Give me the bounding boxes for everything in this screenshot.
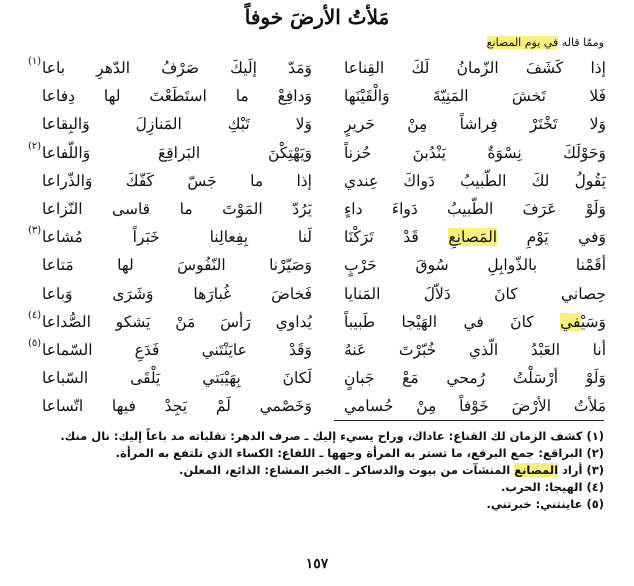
page-number: ١٥٧ — [305, 556, 329, 572]
footnote-marker: (٤) — [28, 309, 42, 321]
verse-row — [0, 195, 634, 223]
verse-row — [0, 336, 634, 364]
search-highlight: في — [560, 312, 581, 331]
verse-first-hemistich: أنا العَبْدُ الّذي خُبّرْتَ عَنهُ — [344, 341, 606, 359]
verse-row — [0, 54, 634, 82]
footnotes — [28, 428, 604, 513]
verse-row — [0, 364, 634, 392]
verse-second-hemistich: يَرُدّ المَوْتَ ما قاسى النّزاعا — [42, 200, 312, 218]
verse-row — [0, 251, 634, 279]
footnote-number: (١) — [582, 429, 604, 443]
intro-prefix: وممّا قاله — [558, 36, 604, 49]
poem-title: مَلأتُ الأرضَ خوفاً — [244, 5, 390, 29]
verse-second-hemistich: لَكانَ بِهَيْبَتي يَلْقَى السّباعا — [42, 369, 312, 388]
verse-row — [0, 223, 634, 251]
footnote-text: كشف الزمان لك القناع: عاداك، وراح يسيء إليك ـ صرف الدهر: تقلباته مد باعاً إليك: نال منك. — [60, 429, 583, 443]
footnote-text: عاينتني: خبرتني. — [486, 497, 583, 511]
verse-second-hemistich: وَدافِعْ ما استَطَعْتَ لها دِفاعا — [42, 87, 312, 106]
verse-first-hemistich: فَلا تَخشَ المَنِيّةَ وَالْقَيْنَها — [344, 87, 606, 106]
verse-row — [0, 110, 634, 138]
verse-first-hemistich: مَلأتُ الأرْضَ خَوْفاً مِنْ حُسامي — [344, 397, 606, 416]
intro-line — [487, 36, 604, 50]
verse-second-hemistich: لَنا بِفِعالِنا خَبَراً مُشاعا — [42, 228, 312, 247]
search-highlight: المَصانِعِ — [448, 228, 498, 247]
verse-first-hemistich: وَسَيْفي كانَ في الهَيْجا طَبيباً — [344, 312, 606, 331]
footnote-divider — [334, 420, 604, 421]
verse-first-hemistich: وَلا تَخْتَرْ فِراشاً مِنْ حَريرٍ — [344, 115, 606, 134]
verse-row — [0, 392, 634, 420]
footnote-marker: (٢) — [28, 140, 42, 152]
footnote-number: (٢) — [582, 446, 604, 460]
verse-second-hemistich: فَخاضَ غُبارَها وَشَرَى وَباعا — [42, 284, 312, 303]
footnote-marker: (٥) — [28, 338, 42, 349]
verse-second-hemistich: وَلا تَبْكِ المَنازِلَ وَالبِقاعا — [42, 115, 312, 134]
footnote-text: أراد — [558, 463, 583, 477]
search-highlight: المصانع — [514, 463, 559, 477]
footnote-text: المنشآت من بيوت والدساكر ـ الخبر المشاع: الذائع، المعلن. — [179, 463, 515, 477]
footnote — [28, 479, 604, 496]
footnote-number: (٥) — [582, 497, 604, 511]
verse-first-hemistich: حِصاني كانَ دَلاّلَ المَنايا — [344, 284, 606, 303]
verse-first-hemistich: إذا كَشَفَ الزّمانُ لَكَ القِناعا — [344, 59, 606, 77]
verse-second-hemistich: وَيَهْتِكْنَ البَراقِعَ وَاللّفاعا — [42, 143, 312, 162]
verse-second-hemistich: إذا ما جَسّ كَفّكَ وَالذّراعا — [42, 171, 312, 190]
footnote-marker: (١) — [28, 56, 42, 67]
footnote-number: (٤) — [582, 480, 604, 494]
footnote-text: الهيجا: الحرب. — [501, 480, 583, 494]
footnote-number: (٣) — [582, 463, 604, 477]
footnote-text: البراقع: جمع البرقع، ما تستر به المرأة وجهها ـ اللفاع: الكساء الذي تلتفع به المرأة. — [115, 446, 583, 460]
verse-row — [0, 280, 634, 308]
verse-second-hemistich: وَمَدّ إلَيكَ صَرْفُ الدّهرِ باعا — [42, 59, 312, 77]
footnote — [28, 428, 604, 445]
verse-first-hemistich: وَلَوْ عَرَفَ الطّبيبُ دَواءَ داءٍ — [344, 200, 606, 218]
footnote-marker: (٣) — [28, 225, 42, 237]
footnote — [28, 462, 604, 479]
verse-row — [0, 308, 634, 336]
verse-first-hemistich: وَلَوْ أرْسَلْتُ رُمحي مَعْ جَبانٍ — [344, 369, 606, 388]
verse-second-hemistich: وَصَيّرْنا النّفُوسَ لها مَتاعا — [42, 256, 312, 275]
footnote — [28, 496, 604, 513]
verse-row — [0, 139, 634, 167]
verse-row — [0, 167, 634, 195]
verse-second-hemistich: وَخَصْمي لَمْ يَجِدْ فيها اتّساعا — [42, 397, 312, 416]
intro-highlight: في يوم المصانع — [486, 36, 559, 49]
verse-second-hemistich: يُداوي رَأسَ مَنْ يَشكو الصُّداعا — [42, 312, 312, 331]
verse-first-hemistich: يَقُولُ لكَ الطّبيبُ دَواكَ عِندي — [344, 171, 606, 190]
verse-first-hemistich: وَحَوْلَكَ نِسْوَةٌ يَنْدُبنَ حُزناً — [344, 143, 606, 162]
verse-first-hemistich: أقَمْنا بالذّوابِلِ سُوقَ حَرْبٍ — [344, 256, 606, 275]
verse-second-hemistich: وَقَدْ عايَنْتَني فَدَعِ السّماعا — [42, 341, 312, 359]
verse-first-hemistich: وَفي يَوْمِ المَصانِعِ قَدْ تَرَكْنَا — [344, 228, 606, 247]
verse-row — [0, 82, 634, 110]
footnote — [28, 445, 604, 462]
